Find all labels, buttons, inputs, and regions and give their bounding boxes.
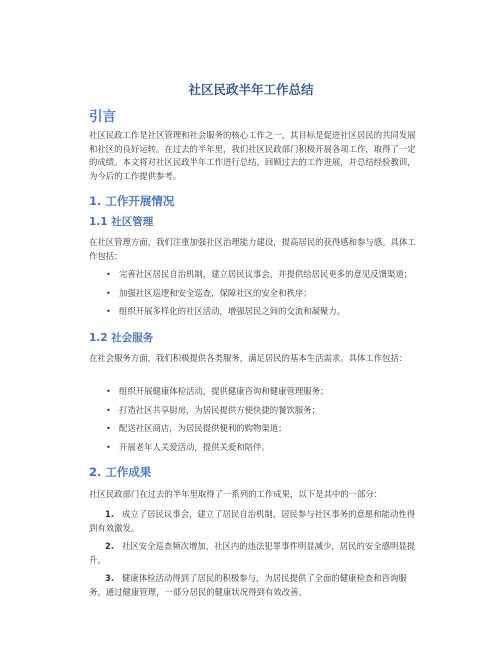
bullet-icon: • xyxy=(106,405,111,415)
bullet-icon: • xyxy=(106,307,111,316)
list-item: • 配送社区商店，为居民提供便利的购物渠道； xyxy=(89,422,421,436)
list-item: • 组织开展健康体检活动，提供健康咨询和健康管理服务； xyxy=(89,385,421,399)
section2-numbered-list xyxy=(89,508,421,604)
list-item: 2. 社区安全巡查频次增加，社区内的违法犯罪事件明显减少，居民的安全感明显提升。 xyxy=(89,541,416,565)
intro-heading: 引言 xyxy=(89,109,116,125)
list-item: 3. 健康体检活动得到了居民的积极参与，为居民提供了全面的健康检查和咨询服务。通过健康管理，一部分居民的健康状况得到有效改善。 xyxy=(89,573,407,597)
list-item: • 开展老年人关爱活动，提供关爱和陪伴。 xyxy=(89,441,421,455)
section2-heading: 2. 工作成果 xyxy=(89,465,152,479)
bullet-icon: • xyxy=(106,442,111,452)
document-title: 社区民政半年工作总结 xyxy=(188,82,314,97)
section1-heading: 1. 工作开展情况 xyxy=(89,194,175,208)
section1-2-paragraph: 在社会服务方面，我们积极提供各类服务，满足居民的基本生活需求。具体工作包括： xyxy=(89,353,408,363)
bullet-icon: • xyxy=(106,288,111,298)
section2-paragraph: 社区民政部门在过去的半年里取得了一系列的工作成果，以下是其中的一部分： xyxy=(89,489,383,499)
list-item: • 打造社区共享厨房，为居民提供方便快捷的餐饮服务； xyxy=(89,404,421,418)
list-item: • 组织开展多样化的社区活动，增强居民之间的交流和凝聚力。 xyxy=(89,305,421,319)
section1-1-heading: 1.1 社区管理 xyxy=(89,216,154,228)
section1-1-paragraph: 在社区管理方面，我们注重加强社区治理能力建设，提高居民的获得感和参与感。具体工作包括： xyxy=(89,237,416,261)
section1-1-bullet-list xyxy=(89,268,421,324)
bullet-icon: • xyxy=(106,424,111,433)
section1-2-heading: 1.2 社会服务 xyxy=(89,332,154,344)
list-item: • 完善社区居民自治机制，建立居民议事会，并提供给居民更多的意见反馈渠道； xyxy=(89,268,421,282)
intro-paragraph: 社区民政工作是社区管理和社会服务的核心工作之一，其目标是促进社区居民的共同发展和社区的良好运转。在过去的半年里，我们社区民政部门积极开展各项工作，取得了一定的成绩。本文将对社区民政半年工作进行总结，回顾过去的工作进展，并总结经验教训，为今后的工作提供参考。 xyxy=(89,130,416,181)
bullet-icon: • xyxy=(106,270,111,279)
bullet-icon: • xyxy=(106,387,111,396)
section1-2-bullet-list xyxy=(89,385,421,459)
list-item: 1. 成立了居民议事会，建立了居民自治机制，居民参与社区事务的意愿和能动性得到有效激发。 xyxy=(89,509,416,533)
list-item: • 加强社区巡逻和安全巡查，保障社区的安全和秩序； xyxy=(89,287,421,301)
